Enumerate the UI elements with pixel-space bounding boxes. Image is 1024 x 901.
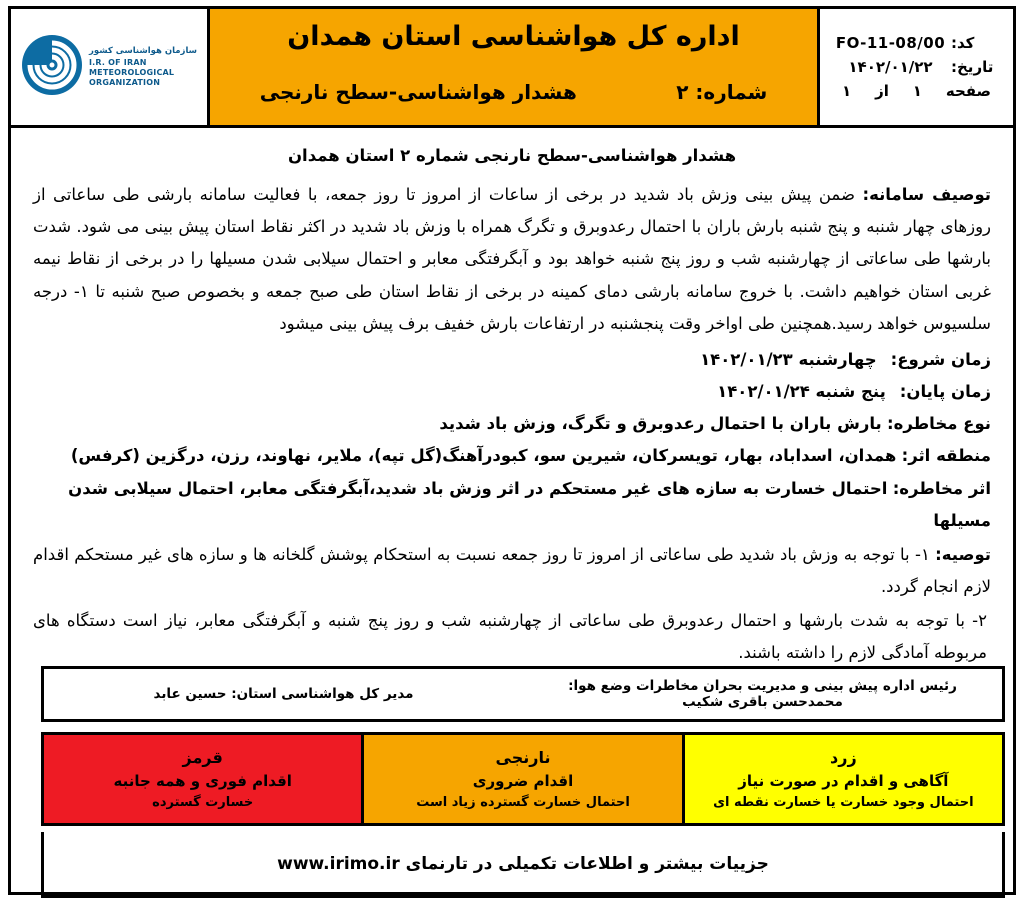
legend-orange-title: نارنجی: [495, 748, 551, 767]
hazard-impact-label: اثر مخاطره:: [892, 478, 991, 498]
header-code-value: FO-11-08/00: [835, 34, 946, 52]
hazard-impact-value: احتمال خسارت به سازه های غیر مستحکم در اثر وزش باد شدید،آبگرفتگی معابر، احتمال سیلابی شدن مسیلها: [68, 478, 991, 530]
recommendation-text-2: ۲- با توجه به شدت بارشها و احتمال رعدوبرق طی ساعاتی از چهارشنبه شب و روز پنج شنبه و آبگرفتگی معابر، نیاز است دستگاه های مربوطه آمادگی لازم را داشته باشند.: [33, 611, 987, 663]
footer-website-link[interactable]: www.irimo.ir: [277, 853, 400, 874]
document-body: [11, 128, 1013, 670]
header-warning-type: هشدار هواشناسی-سطح نارنجی: [259, 79, 577, 104]
recommendation-text-1: ۱- با توجه به وزش باد شدید طی ساعاتی از امروز تا روز جمعه نسبت به استحکام پوشش گلخانه ها و سازه های غیر مستحکم اقدام لازم انجام گردد.: [33, 544, 991, 597]
end-time-value: پنج شنبه ۱۴۰۲/۰۱/۲۴: [717, 382, 886, 402]
document-footer: [41, 832, 1005, 898]
header-logo-cell: [11, 9, 207, 125]
organization-logo: [21, 34, 197, 100]
header-subtitle-row: [210, 64, 817, 125]
legend-item-orange: [361, 735, 681, 823]
legend-red-title: قرمز: [182, 748, 223, 767]
recommendation-row-1: [33, 539, 991, 603]
system-description-label: توصیف سامانه:: [862, 185, 991, 204]
header-date-row: [828, 55, 1005, 79]
hazard-impact-row: [33, 473, 991, 537]
signature-box: [41, 666, 1005, 722]
header-page-row: [828, 79, 1005, 103]
header-page-total: ۱: [841, 82, 852, 100]
header-page-label: صفحه: [945, 82, 992, 100]
legend-orange-action: اقدام ضروری: [472, 772, 574, 790]
header-code-row: [828, 31, 1005, 55]
affected-area-value: همدان، اسداباد، بهار، تویسرکان، شیرین سو، کبودرآهنگ(گل تپه)، ملایر، نهاوند، رزن، درگزین (کرفس): [70, 446, 897, 466]
affected-area-label: منطقه اثر:: [901, 446, 991, 466]
header-banner: [207, 9, 817, 125]
footer-text: [277, 854, 769, 874]
header-date-label: تاریخ:: [951, 58, 994, 76]
logo-text-en-3: ORGANIZATION: [89, 78, 161, 88]
header-date-value: ۱۴۰۲/۰۱/۲۲: [848, 58, 933, 76]
end-time-row: [33, 376, 991, 408]
header-meta-box: [817, 9, 1013, 125]
system-description-paragraph: [33, 179, 991, 340]
hazard-type-label: نوع مخاطره:: [886, 414, 991, 434]
hazard-type-value: بارش باران با احتمال رعدوبرق و تگرگ، وزش باد شدید: [439, 414, 882, 434]
affected-area-row: [33, 440, 991, 472]
header-page-current: ۱: [912, 82, 922, 100]
system-description-text: ضمن پیش بینی وزش باد شدید در برخی از ساعات از امروز تا روز جمعه، با فعالیت سامانه بارشی طی ساعاتی از روزهای چهار شنبه و پنج شنبه بارش باران با احتمال رعدوبرق و تگرگ همراه با وزش باد شدید در اکثر نقاط استان پیش بینی می شود. شدت بارشها طی ساعاتی از چهارشنبه شب و روز پنج شنبه خواهد بود و آبگرفتگی معابر و احتمال سیلابی شدن مسیلها را در برخی از نقاط نیمه غربی استان خواهیم داشت. با خروج سامانه بارشی دمای کمینه در برخی از نقاط استان طی صبح جمعه و بخصوص صبح شنبه تا ۱- درجه سلسیوس خواهد رسید.همچنین طی اواخر وقت پنجشنبه در ارتفاعات بارش خفیف برف پیش بینی میشود: [33, 185, 991, 333]
logo-text-fa: سازمان هواشناسی کشور: [89, 45, 198, 56]
start-time-value: چهارشنبه ۱۴۰۲/۰۱/۲۳: [700, 349, 877, 369]
severity-legend: [41, 732, 1005, 826]
start-time-label: زمان شروع:: [890, 349, 991, 369]
document-border: [8, 6, 1016, 895]
document-heading: هشدار هواشناسی-سطح نارنجی شماره ۲ استان همدان: [287, 146, 737, 165]
meteorological-organization-icon: [21, 34, 83, 100]
logo-text-en-2: METEOROLOGICAL: [89, 68, 175, 78]
header-warning-number: شماره: ۲: [676, 79, 768, 104]
legend-yellow-note: احتمال وجود خسارت یا خسارت نقطه ای: [713, 795, 974, 810]
recommendation-label: توصیه:: [935, 544, 991, 564]
legend-orange-note: احتمال خسارت گسترده زیاد است: [416, 795, 630, 810]
legend-item-red: [44, 735, 361, 823]
start-time-row: [33, 344, 991, 376]
recommendation-row-2: [33, 605, 991, 669]
legend-yellow-title: زرد: [830, 748, 857, 767]
signature-forecast-chief: رئیس اداره پیش بینی و مدیریت بحران مخاطرات وضع هوا: محمدحسن باقری شکیب: [568, 678, 957, 710]
end-time-label: زمان پایان:: [899, 382, 991, 402]
legend-item-yellow: [682, 735, 1002, 823]
footer-label: جزییات بیشتر و اطلاعات تکمیلی در تارنمای: [405, 853, 769, 874]
document-header: [11, 9, 1013, 128]
signature-director: مدیر کل هواشناسی استان: حسین عابد: [153, 686, 414, 702]
hazard-type-row: [33, 408, 991, 440]
header-code-label: کد:: [951, 34, 975, 52]
legend-red-action: اقدام فوری و همه جانبه: [113, 772, 292, 790]
legend-yellow-action: آگاهی و اقدام در صورت نیاز: [738, 772, 949, 790]
header-page-of: از: [875, 82, 889, 100]
organization-logo-text: [89, 46, 197, 89]
logo-text-en-1: I.R. OF IRAN: [89, 58, 147, 68]
header-title: اداره کل هواشناسی استان همدان: [287, 21, 740, 52]
legend-red-note: خسارت گسترده: [152, 795, 254, 810]
